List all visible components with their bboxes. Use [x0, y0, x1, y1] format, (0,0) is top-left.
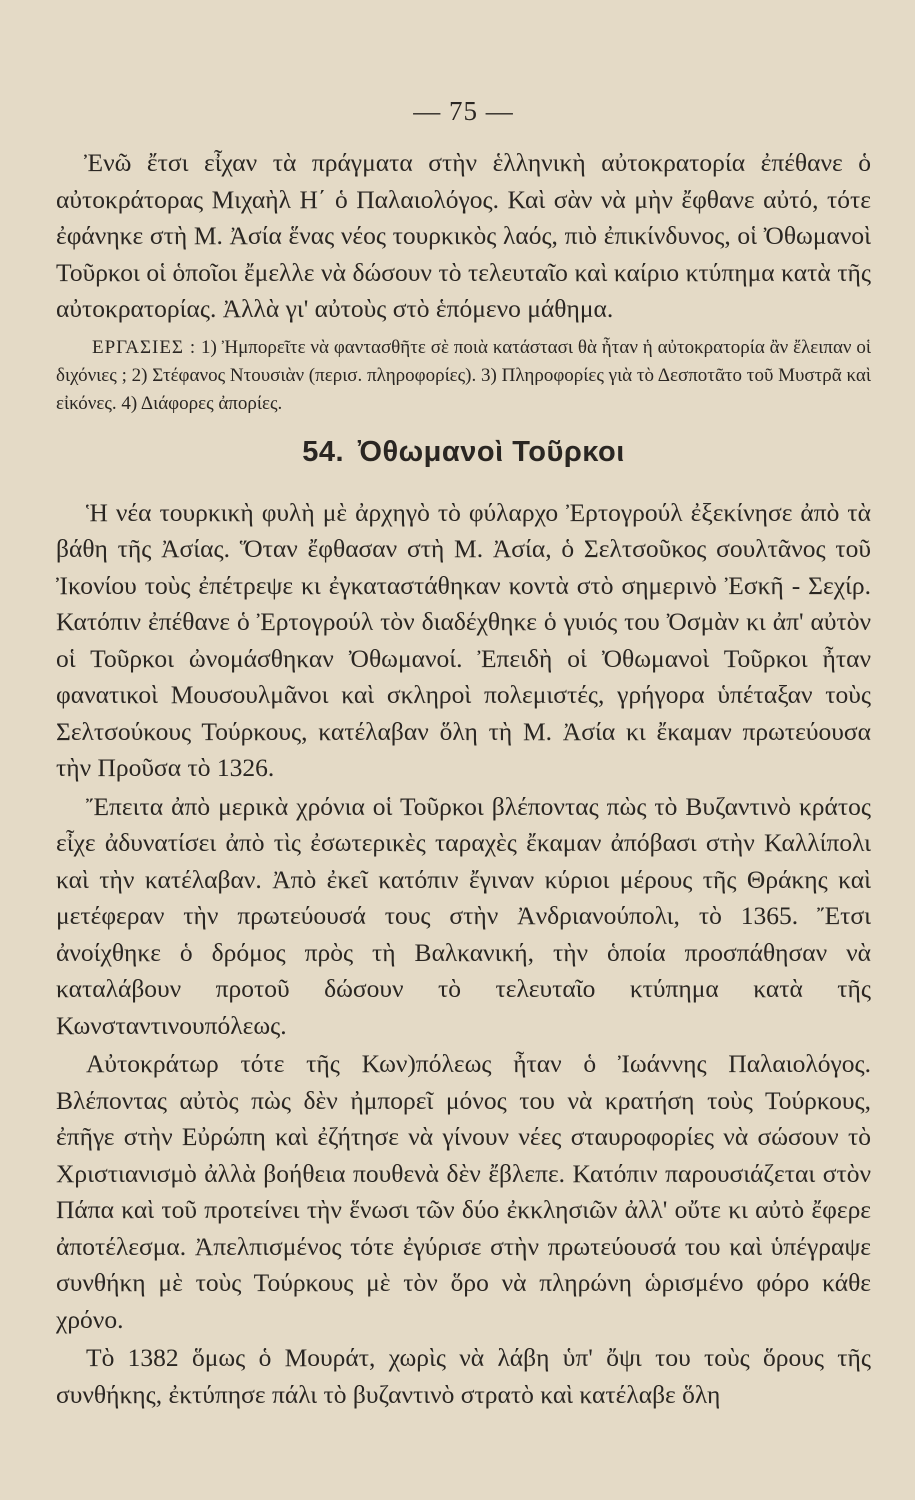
exercises-block [56, 334, 871, 418]
chapter-number: 54. [302, 435, 345, 468]
chapter-title: Ὀθωμανοὶ Τοῦρκοι [358, 435, 625, 468]
body-paragraph: Ἡ νέα τουρκικὴ φυλὴ μὲ ἀρχηγὸ τὸ φύλαρχο Ἐρτογρούλ ἐξεκίνησε ἀπὸ τὰ βάθη τῆς Ἀσίας. Ὅταν ἔφθασαν στὴ Μ. Ἀσία, ὁ Σελτσοῦκος σουλτᾶνος τοῦ Ἰκονίου τοὺς ἐπέτρεψε κι ἐγκαταστάθηκαν κοντὰ στὸ σημερινὸ Ἐσκῆ - Σεχίρ. Κατόπιν ἐπέθανε ὁ Ἐρτογρούλ τὸν διαδέχθηκε ὁ γυιός του Ὀσμὰν κι ἀπ' αὐτὸν οἱ Τοῦρκοι ὠνομάσθηκαν Ὀθωμανοί. Ἐπειδὴ οἱ Ὀθωμανοὶ Τοῦρκοι ἦταν φανατικοὶ Μουσουλμᾶνοι καὶ σκληροὶ πολεμιστές, γρήγορα ὑπέταξαν τοὺς Σελτσούκους Τούρκους, κατέλαβαν ὅλη τὴ Μ. Ἀσία κι ἔκαμαν πρωτεύουσα τὴν Προῦσα τὸ 1326. [56, 497, 871, 782]
intro-paragraph: Ἐνῶ ἔτσι εἶχαν τὰ πράγματα στὴν ἑλληνικὴ αὐτοκρατορία ἐπέθανε ὁ αὐτοκράτορας Μιχαὴλ Η΄ ὁ Παλαιολόγος. Καὶ σὰν νὰ μὴν ἔφθανε αὐτό, τότε ἐφάνηκε στὴ Μ. Ἀσία ἕνας νέος τουρκικὸς λαός, πιὸ ἐπικίνδυνος, οἱ Ὀθωμανοὶ Τοῦρκοι οἱ ὁποῖοι ἔμελλε νὰ δώσουν τὸ τελευταῖο καὶ καίριο κτύπημα κατὰ τῆς αὐτοκρατορίας. Ἀλλὰ γι' αὐτοὺς στὸ ἑπόμενο μάθημα. [56, 148, 871, 323]
page-number: — 75 — [413, 96, 514, 126]
chapter-body [56, 495, 871, 1414]
exercises-label: ΕΡΓΑΣΙΕΣ : [92, 336, 197, 358]
body-paragraph: Τὸ 1382 ὅμως ὁ Μουράτ, χωρὶς νὰ λάβη ὑπ' ὄψι του τοὺς ὅρους τῆς συνθήκης, ἐκτύπησε πάλι τὸ βυζαντινὸ στρατὸ καὶ κατέλαβε ὅλη [56, 1343, 871, 1409]
body-paragraph: Ἔπειτα ἀπὸ μερικὰ χρόνια οἱ Τοῦρκοι βλέποντας πὼς τὸ Βυζαντινὸ κράτος εἶχε ἀδυνατίσει ἀπὸ τὶς ἐσωτερικὲς ταραχὲς ἔκαμαν ἀπόβασι στὴν Καλλίπολι καὶ τὴν κατέλαβαν. Ἀπὸ ἐκεῖ κατόπιν ἔγιναν κύριοι μέρους τῆς Θράκης καὶ μετέφεραν τὴν πρωτεύουσά τους στὴν Ἀνδριανούπολι, τὸ 1365. Ἔτσι ἀνοίχθηκε ὁ δρόμος πρὸς τὴ Βαλκανική, τὴν ὁποία προσπάθησαν νὰ καταλάβουν προτοῦ δώσουν τὸ τελευταῖο κτύπημα κατὰ τῆς Κωνσταντινουπόλεως. [56, 791, 871, 1040]
exercises-text: 1) Ἠμπορεῖτε νὰ φαντασθῆτε σὲ ποιὰ κατάστασι θὰ ἦταν ἡ αὐτοκρατορία ἂν ἔλειπαν οἱ διχόνιες ; 2) Στέφανος Ντουσιὰν (περισ. πληροφορίες). 3) Πληροφορίες γιὰ τὸ Δεσποτᾶτο τοῦ Μυστρᾶ καὶ εἰκόνες. 4) Διάφορες ἀπορίες. [56, 336, 872, 414]
body-paragraph: Αὐτοκράτωρ τότε τῆς Κων)πόλεως ἦταν ὁ Ἰωάννης Παλαιολόγος. Βλέποντας αὐτὸς πὼς δὲν ἠμπορεῖ μόνος του νὰ κρατήση τοὺς Τούρκους, ἐπῆγε στὴν Εὐρώπη καὶ ἐζήτησε νὰ γίνουν νέες σταυροφορίες νὰ σώσουν τὸ Χριστιανισμὸ ἀλλὰ βοήθεια πουθενὰ δὲν ἔβλεπε. Κατόπιν παρουσιάζεται στὸν Πάπα καὶ τοῦ προτείνει τὴν ἕνωσι τῶν δύο ἐκκλησιῶν ἀλλ' οὔτε κι αὐτὸ ἔφερε ἀποτέλεσμα. Ἀπελπισμένος τότε ἐγύρισε στὴν πρωτεύουσά του καὶ ὑπέγραψε συνθήκη μὲ τοὺς Τούρκους μὲ τὸν ὅρο νὰ πληρώνη ὡρισμένο φόρο κάθε χρόνο. [56, 1049, 871, 1334]
chapter-heading [56, 436, 871, 469]
intro-section [56, 145, 871, 328]
